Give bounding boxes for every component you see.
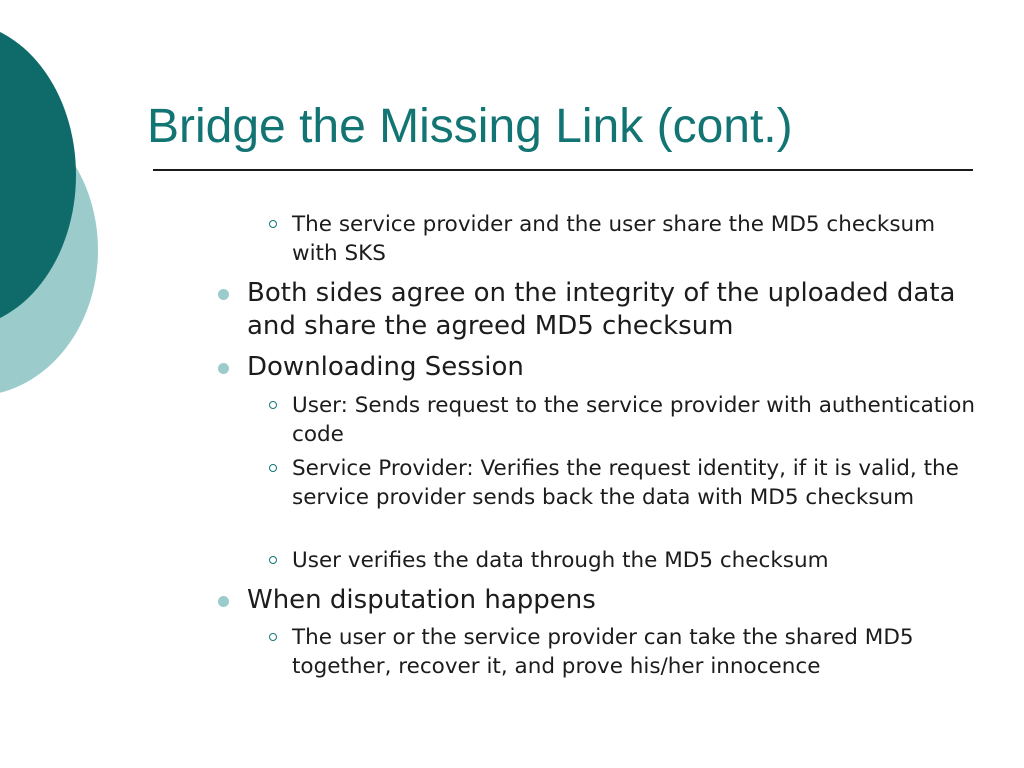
title-underline — [153, 169, 973, 171]
hollow-circle-bullet-icon — [269, 464, 277, 472]
filled-circle-bullet-icon — [218, 363, 229, 374]
bullet-item-level2 — [292, 623, 982, 681]
filled-circle-bullet-icon — [218, 596, 229, 607]
bullet-text: Both sides agree on the integrity of the uploaded data and share the agreed MD5 checksum — [247, 278, 956, 341]
hollow-circle-bullet-icon — [269, 220, 277, 228]
bullet-text: User verifies the data through the MD5 checksum — [292, 548, 829, 573]
bullet-text: Service Provider: Verifies the request identity, if it is valid, the service provider sends back the data with MD5 checksum — [292, 456, 959, 510]
bullet-text: The user or the service provider can take the shared MD5 together, recover it, and prove his/her innocence — [292, 625, 914, 679]
hollow-circle-bullet-icon — [269, 633, 277, 641]
bullet-item-level1 — [247, 584, 982, 617]
bullet-text: The service provider and the user share the MD5 checksum with SKS — [292, 212, 936, 266]
bullet-text: User: Sends request to the service provider with authentication code — [292, 393, 975, 447]
hollow-circle-bullet-icon — [269, 556, 277, 564]
hollow-circle-bullet-icon — [269, 401, 277, 409]
bullet-item-level2 — [292, 546, 982, 575]
slide-title: Bridge the Missing Link (cont.) — [147, 100, 793, 153]
bullet-item-level2 — [292, 210, 982, 268]
bullet-text: When disputation happens — [247, 585, 596, 615]
bullet-item-level2 — [292, 391, 982, 449]
bullet-item-level1 — [247, 277, 982, 343]
bullet-item-level2 — [292, 454, 982, 512]
bullet-item-level1 — [247, 351, 982, 384]
filled-circle-bullet-icon — [218, 289, 229, 300]
bullet-text: Downloading Session — [247, 352, 524, 382]
